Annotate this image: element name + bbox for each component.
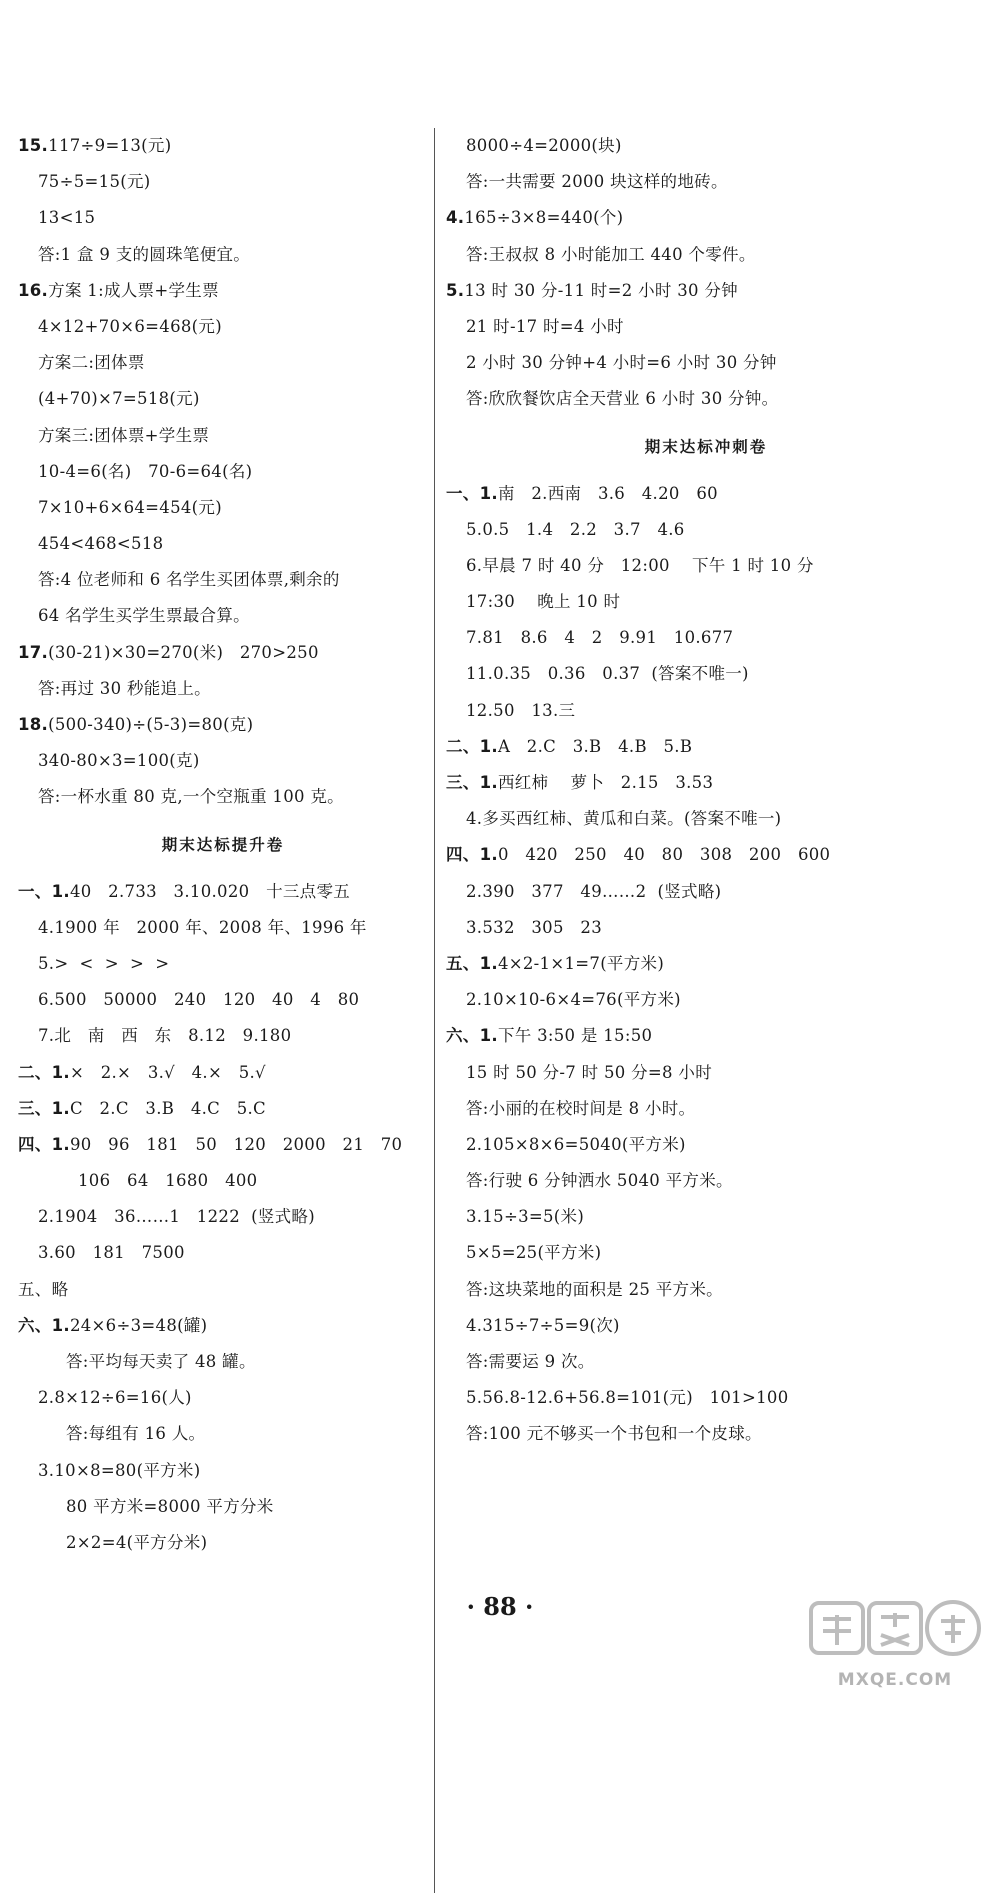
- answer-line: [18, 345, 428, 381]
- answer-line: [18, 1453, 428, 1489]
- answer-line: [18, 237, 428, 273]
- answer-text: 6.500 50000 240 120 40 4 80: [38, 990, 360, 1010]
- answer-text: 方案二:团体票: [38, 353, 145, 373]
- answer-text: 7×10+6×64=454(元): [38, 497, 222, 517]
- answer-text: 15 时 50 分-7 时 50 分=8 小时: [466, 1062, 712, 1082]
- answer-line: [18, 309, 428, 345]
- question-number: 15.: [18, 136, 49, 155]
- answer-text: 24×6÷3=48(罐): [69, 1315, 208, 1335]
- answer-text: 3.10×8=80(平方米): [38, 1460, 201, 1480]
- section-title: 期末达标冲刺卷: [644, 436, 768, 456]
- answer-line: [446, 381, 966, 417]
- answer-line: [18, 454, 428, 490]
- answer-text: 答:1 盒 9 支的圆珠笔便宜。: [38, 244, 251, 264]
- answer-line: [446, 1018, 966, 1054]
- question-number: 四、1.: [18, 1134, 70, 1154]
- answer-text: 10-4=6(名) 70-6=64(名): [38, 461, 253, 481]
- answer-text: 11.0.35 0.36 0.37 (答案不唯一): [466, 664, 749, 684]
- answer-line: [446, 801, 966, 837]
- answer-line: [18, 1416, 428, 1452]
- answer-line: [446, 1416, 966, 1452]
- answer-text: 5.56.8-12.6+56.8=101(元) 101>100: [466, 1388, 789, 1408]
- right-column: [446, 128, 966, 1453]
- question-number: 六、1.: [18, 1315, 70, 1335]
- answer-line: [18, 1127, 428, 1163]
- answer-text: 2×2=4(平方分米): [66, 1532, 208, 1552]
- answer-line: [446, 982, 966, 1018]
- answer-line: [446, 874, 966, 910]
- answer-line: [18, 910, 428, 946]
- answer-line: [446, 512, 966, 548]
- answer-line: [18, 200, 428, 236]
- answer-text: 答:小丽的在校时间是 8 小时。: [466, 1098, 696, 1118]
- answer-text: 答:需要运 9 次。: [466, 1352, 595, 1371]
- question-number: 16.: [18, 280, 49, 300]
- question-number: 5.: [446, 280, 465, 300]
- answer-line: [446, 620, 966, 656]
- answer-line: [18, 1091, 428, 1127]
- answer-line: [446, 837, 966, 873]
- answer-line: [18, 779, 428, 815]
- answer-line: [18, 1489, 428, 1525]
- answer-text: 454<468<518: [38, 534, 164, 554]
- answer-text: 2.390 377 49……2 (竖式略): [466, 881, 722, 901]
- answer-line: [446, 309, 966, 345]
- question-number: 三、1.: [446, 773, 498, 792]
- answer-text: 3.60 181 7500: [38, 1243, 185, 1263]
- answer-text: 80 平方米=8000 平方分米: [66, 1496, 274, 1516]
- answer-text: 方案三:团体票+学生票: [38, 425, 210, 445]
- question-number: 4.: [446, 208, 465, 228]
- answer-line: [18, 1525, 428, 1561]
- answer-text: 方案 1:成人票+学生票: [48, 280, 219, 300]
- answer-line: [446, 548, 966, 584]
- answer-line: [446, 1308, 966, 1344]
- answer-line: [18, 490, 428, 526]
- answer-text: 答:一杯水重 80 克,一个空瓶重 100 克。: [38, 787, 344, 807]
- question-number: 二、1.: [18, 1062, 70, 1082]
- answer-text: 2.105×8×6=5040(平方米): [466, 1134, 686, 1154]
- answer-line: [18, 743, 428, 779]
- answer-text: 南 2.西南 3.6 4.20 60: [497, 483, 718, 503]
- answer-text: 7.81 8.6 4 2 9.91 10.677: [466, 628, 734, 648]
- answer-text: 13<15: [38, 208, 96, 228]
- answer-text: A 2.C 3.B 4.B 5.B: [497, 736, 693, 756]
- answer-line: [446, 1199, 966, 1235]
- answer-text: 64 名学生买学生票最合算。: [38, 606, 250, 626]
- question-number: 18.: [18, 715, 49, 734]
- answer-text: 75÷5=15(元): [38, 172, 151, 192]
- answer-line: [18, 598, 428, 634]
- answer-line: [446, 345, 966, 381]
- answer-text: 40 2.733 3.10.020 十三点零五: [69, 881, 351, 901]
- answer-text: C 2.C 3.B 4.C 5.C: [69, 1098, 266, 1118]
- answer-text: 4.315÷7÷5=9(次): [466, 1315, 620, 1335]
- answer-line: [18, 1235, 428, 1271]
- answer-line: [18, 946, 428, 982]
- answer-line: [446, 273, 966, 309]
- column-divider: [434, 128, 435, 1893]
- answer-text: 8000÷4=2000(块): [466, 136, 622, 155]
- answer-text: 5.0.5 1.4 2.2 3.7 4.6: [466, 519, 685, 539]
- answer-text: 答:王叔叔 8 小时能加工 440 个零件。: [466, 244, 756, 264]
- answer-text: 17:30 晚上 10 时: [466, 592, 621, 612]
- answer-text: 答:一共需要 2000 块这样的地砖。: [466, 172, 728, 192]
- answer-text: 答:这块菜地的面积是 25 平方米。: [466, 1279, 723, 1299]
- answer-text: 答:行驶 6 分钟洒水 5040 平方米。: [466, 1171, 733, 1191]
- answer-line: [446, 1055, 966, 1091]
- answer-line: [18, 164, 428, 200]
- answer-text: 答:100 元不够买一个书包和一个皮球。: [466, 1424, 762, 1444]
- answer-text: 21 时-17 时=4 小时: [466, 316, 624, 336]
- answer-text: (4+70)×7=518(元): [38, 389, 200, 409]
- answer-text: 90 96 181 50 120 2000 21 70: [69, 1134, 403, 1154]
- answer-line: [18, 1018, 428, 1054]
- question-number: 四、1.: [446, 845, 498, 865]
- question-number: 六、1.: [446, 1026, 498, 1046]
- answer-line: [18, 1055, 428, 1091]
- answer-text: 2.1904 36……1 1222 (竖式略): [38, 1207, 315, 1227]
- answer-line: [446, 1235, 966, 1271]
- answer-line: [18, 526, 428, 562]
- answer-text: × 2.× 3.√ 4.× 5.√: [69, 1062, 266, 1082]
- answer-text: (30-21)×30=270(米) 270>250: [48, 642, 319, 662]
- answer-line: [18, 418, 428, 454]
- answer-text: 165÷3×8=440(个): [464, 208, 624, 228]
- answer-line: [446, 765, 966, 801]
- answer-text: 4.多买西红柿、黄瓜和白菜。(答案不唯一): [466, 809, 782, 829]
- answer-text: 答:平均每天卖了 48 罐。: [66, 1352, 256, 1371]
- answer-line: [446, 693, 966, 729]
- answer-line: [18, 1308, 428, 1344]
- answer-line: [446, 584, 966, 620]
- left-column: [18, 128, 428, 1561]
- answer-text: 5×5=25(平方米): [466, 1243, 602, 1263]
- answer-text: 答:每组有 16 人。: [66, 1424, 206, 1444]
- answer-line: [18, 671, 428, 707]
- answer-text: 4×12+70×6=468(元): [38, 316, 222, 336]
- answer-text: 答:欣欣餐饮店全天营业 6 小时 30 分钟。: [466, 389, 779, 409]
- answer-line: [18, 562, 428, 598]
- answer-text: 下午 3:50 是 15:50: [497, 1026, 653, 1046]
- answer-text: 7.北 南 西 东 8.12 9.180: [38, 1026, 292, 1046]
- watermark-text: MXQE.COM: [837, 1670, 953, 1690]
- answer-text: 4.1900 年 2000 年、2008 年、1996 年: [38, 917, 367, 937]
- question-number: 17.: [18, 642, 49, 662]
- answer-text: 3.532 305 23: [466, 917, 602, 937]
- question-number: 三、1.: [18, 1098, 70, 1118]
- answer-line: [18, 1199, 428, 1235]
- answer-line: [446, 1127, 966, 1163]
- page-number: · 88 ·: [466, 1592, 534, 1621]
- answer-text: 答:再过 30 秒能追上。: [38, 678, 211, 698]
- question-number: 五、1.: [446, 953, 498, 973]
- answer-text: 2.10×10-6×4=76(平方米): [466, 990, 681, 1010]
- answer-line: [446, 946, 966, 982]
- answer-text: 12.50 13.三: [466, 700, 576, 720]
- answer-line: [18, 1344, 428, 1380]
- answer-text: 西红柿 萝卜 2.15 3.53: [497, 773, 714, 792]
- section-title: 期末达标提升卷: [161, 834, 285, 854]
- answer-line: [446, 1272, 966, 1308]
- answer-line: [446, 1091, 966, 1127]
- answer-text: 3.15÷3=5(米): [466, 1207, 585, 1227]
- question-number: 二、1.: [446, 736, 498, 756]
- answer-line: [18, 1380, 428, 1416]
- answer-text: 117÷9=13(元): [48, 136, 172, 155]
- answer-line: [446, 1380, 966, 1416]
- answer-text: (500-340)÷(5-3)=80(克): [48, 715, 254, 734]
- answer-line: [446, 1163, 966, 1199]
- answer-line: [18, 128, 428, 164]
- answer-line: [18, 381, 428, 417]
- question-number: 一、1.: [18, 881, 70, 901]
- answer-text: 4×2-1×1=7(平方米): [497, 953, 665, 973]
- answer-line: [18, 635, 428, 671]
- question-number: 一、1.: [446, 483, 498, 503]
- answer-text: 106 64 1680 400: [78, 1171, 258, 1191]
- answer-line: [18, 1163, 428, 1199]
- answer-line: [446, 164, 966, 200]
- answer-text: 2 小时 30 分钟+4 小时=6 小时 30 分钟: [466, 353, 777, 373]
- answer-line: [18, 1272, 428, 1308]
- answer-line: [446, 128, 966, 164]
- answer-text: 5.> < > > >: [38, 953, 170, 973]
- answer-text: 6.早晨 7 时 40 分 12:00 下午 1 时 10 分: [466, 555, 814, 575]
- answer-text: 13 时 30 分-11 时=2 小时 30 分钟: [464, 280, 738, 300]
- answer-line: [446, 910, 966, 946]
- answer-text: 五、略: [18, 1279, 69, 1299]
- answer-line: [18, 982, 428, 1018]
- watermark: [795, 1595, 995, 1690]
- answer-line: [446, 200, 966, 236]
- answer-line: [18, 874, 428, 910]
- answer-line: [446, 656, 966, 692]
- answer-text: 340-80×3=100(克): [38, 751, 200, 771]
- answer-text: 2.8×12÷6=16(人): [38, 1388, 192, 1408]
- answer-line: [18, 273, 428, 309]
- answer-text: 0 420 250 40 80 308 200 600: [497, 845, 831, 865]
- answer-line: [446, 729, 966, 765]
- answer-text: 答:4 位老师和 6 名学生买团体票,剩余的: [38, 570, 340, 590]
- answer-line: [446, 237, 966, 273]
- answer-line: [446, 1344, 966, 1380]
- watermark-logo-icon: [805, 1595, 985, 1661]
- answer-line: [18, 707, 428, 743]
- answer-line: [446, 476, 966, 512]
